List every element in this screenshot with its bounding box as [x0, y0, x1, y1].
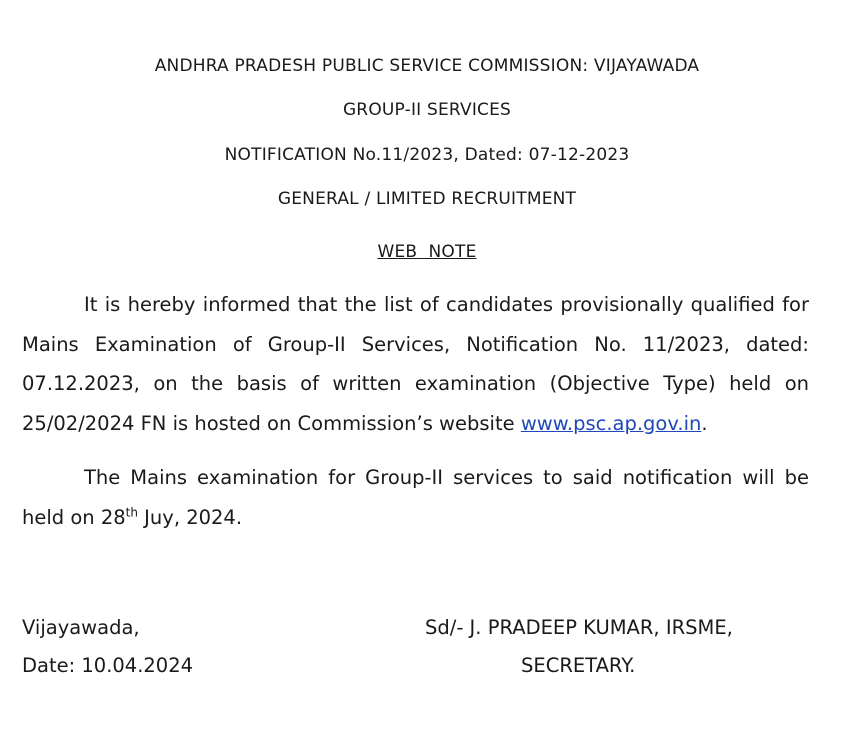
- website-link[interactable]: www.psc.ap.gov.in: [520, 411, 702, 435]
- paragraph-mains-date: [22, 458, 809, 537]
- designation: SECRETARY.: [521, 654, 636, 677]
- place: Vijayawada,: [22, 616, 140, 639]
- services-title: GROUP-II SERVICES: [342, 100, 512, 120]
- paragraph-results-text: It is hereby informed that the list of candidates provisionally qualified for Mains Examination of Group-II Services, Notification No. 11/2023, dated: 07.12.2023, on the basis of written examination (Objective Type) held on 25/02/2024 FN is hosted on Commission’s website: [22, 293, 809, 435]
- paragraph-results-end: .: [701, 411, 708, 435]
- web-note-title: WEB NOTE: [377, 242, 477, 262]
- notification-line: NOTIFICATION No.11/2023, Dated: 07-12-2023: [224, 145, 630, 165]
- paragraph-results: [22, 285, 809, 443]
- recruitment-type: GENERAL / LIMITED RECRUITMENT: [277, 189, 577, 209]
- commission-title: ANDHRA PRADESH PUBLIC SERVICE COMMISSION: VIJAYAWADA: [154, 56, 700, 76]
- issue-date: Date: 10.04.2024: [22, 654, 194, 677]
- note-heading: [0, 242, 854, 262]
- paragraph-mains-text: The Mains examination for Group-II services to said notification will be held on 28: [22, 466, 809, 529]
- ordinal-suffix: th: [125, 505, 138, 519]
- signatory: Sd/- J. PRADEEP KUMAR, IRSME,: [425, 616, 733, 639]
- paragraph-mains-end: Juy, 2024.: [137, 505, 243, 529]
